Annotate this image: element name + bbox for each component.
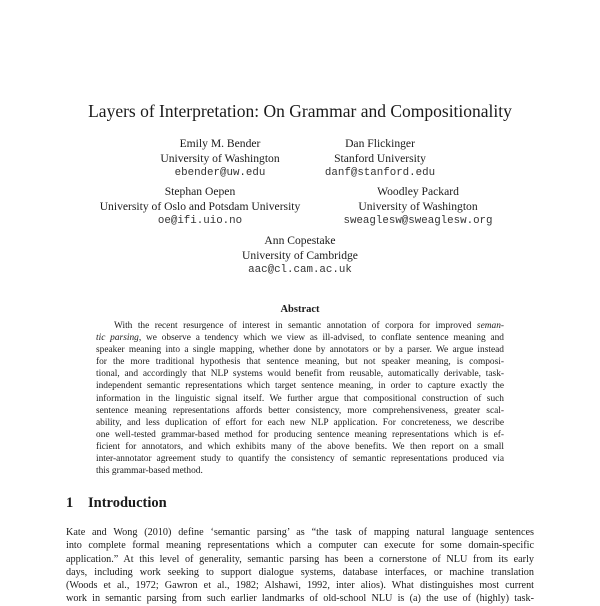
abstract-line: tic parsing, we observe a tendency which we view as ill-advised, to conflate sentence meaning and [96, 333, 504, 344]
section-title: Introduction [88, 495, 167, 511]
author-name: Stephan Oepen [164, 185, 236, 198]
author-block-2 [300, 136, 460, 181]
author-email: oe@ifi.uio.no [157, 215, 243, 227]
section-number: 1 [66, 495, 74, 511]
abstract-line: With the recent resurgence of interest in semantic annotation of corpora for improved seman- [114, 321, 504, 331]
author-block-1 [140, 136, 300, 181]
abstract-line: this grammar-based method. [96, 466, 203, 477]
author-affiliation: University of Cambridge [242, 249, 358, 262]
abstract-line: information in the linguistic signal itself. We further argue that compositional construction of such [96, 393, 504, 404]
introduction-line: days, including work seeking to support dialogue systems, database interfaces, or machine translation [66, 566, 534, 578]
abstract-line: independent semantic representations which target sentence meaning, in order to capture exactly the [96, 381, 504, 392]
abstract-line: tional, and accordingly that NLP systems would benefit from reusable, automatically derivable, task- [96, 369, 504, 380]
abstract-heading: Abstract [280, 304, 320, 315]
introduction-line: application.” At this level of generality, semantic parsing has been a cornerstone of NLU from its early [66, 553, 534, 565]
introduction-body [66, 526, 534, 606]
author-name: Woodley Packard [377, 185, 459, 198]
author-affiliation: University of Oslo and Potsdam University [99, 200, 301, 213]
author-email: danf@stanford.edu [324, 167, 436, 179]
abstract-line: inter-annotator agreement study to quantify the consistency of semantic representations produced via [96, 454, 504, 465]
author-name: Emily M. Bender [179, 137, 261, 150]
author-block-3 [80, 184, 320, 229]
introduction-line: into complete formal meaning representations which a computer can execute for some domain-specific [66, 540, 534, 552]
author-email: sweaglesw@sweaglesw.org [343, 215, 493, 227]
section-heading-introduction [66, 494, 167, 512]
introduction-line: (Woods et al., 1972; Gawron et al., 1982; Alshawi, 1992, inter alios). What distinguishes most current [66, 580, 534, 592]
abstract-line: ability, and less duplication of effort for each new NLP application. For concreteness, we describe [96, 417, 504, 428]
introduction-line: work in semantic parsing from such earlier landmarks of old-school NLU is (a) the use of (highly) task- [66, 593, 534, 605]
abstract-line: sentence meaning representations affords better consistency, more comprehensiveness, greater scal- [96, 405, 504, 416]
author-name: Dan Flickinger [345, 137, 415, 150]
author-email: aac@cl.cam.ac.uk [248, 264, 352, 276]
author-affiliation: University of Washington [358, 200, 478, 213]
author-affiliation: University of Washington [160, 152, 280, 165]
abstract-line: ficient for annotators, and which exhibits many of the above benefits. We then report on a small [96, 441, 504, 452]
paper-title: Layers of Interpretation: On Grammar and Compositionality [88, 101, 512, 121]
author-block-5 [200, 233, 400, 278]
abstract-body [96, 320, 504, 477]
author-affiliation: Stanford University [334, 152, 426, 165]
abstract-line: speaker meaning into a single mapping, whether done by annotators or by a parser. We argue instead [96, 345, 504, 356]
author-email: ebender@uw.edu [174, 167, 266, 179]
introduction-line: Kate and Wong (2010) define ‘semantic parsing’ as “the task of mapping natural language sentences [66, 527, 534, 538]
abstract-line: for the more traditional hypothesis that sentence meaning, but not speaker meaning, is composi- [96, 357, 504, 368]
author-block-4 [318, 184, 518, 229]
abstract-line: one well-tested grammar-based method for producing sentence meaning representations which is ef- [96, 429, 504, 440]
author-name: Ann Copestake [264, 234, 336, 247]
